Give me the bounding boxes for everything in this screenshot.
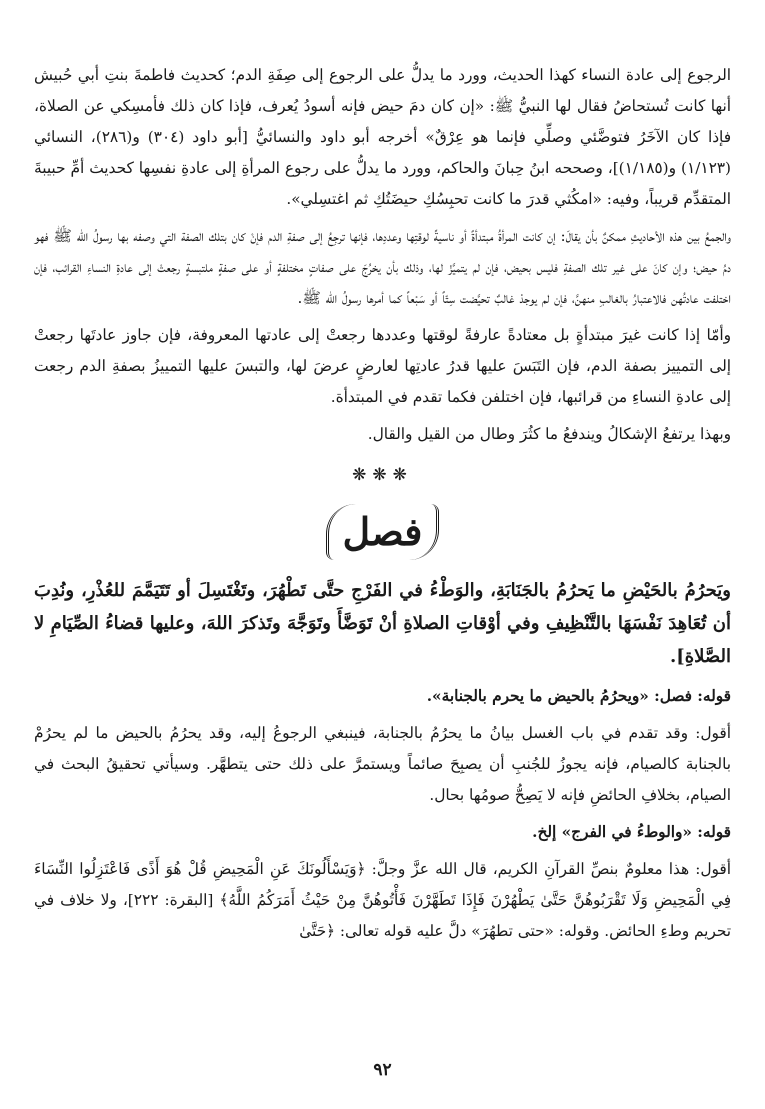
page-number: ٩٢ — [373, 1060, 392, 1080]
fasl-heading: فصل — [326, 504, 440, 560]
section-2-heading: قوله: «والوطءُ في الفرج» إلخ. — [532, 823, 731, 841]
paragraph-1: الرجوع إلى عادة النساء كهذا الحديث، وورد ما يدلُّ على الرجوع إلى صِفَةِ الدم؛ كحديث فاطمةَ بنتِ أبي حُبيش أنها كانت تُستحاضُ فقال لها النبيُّ ﷺ: «إن كان دمَ حيض فإنه أسودُ يُعرف، فإذا كان ذلك فأمسِكي عن الصلاة، فإذا كان الآخَرُ فتوضَّئي وصلِّي فإنما هو عِرْقٌ» أخرجه أبو داود والنسائيُّ [أبو داود (٣٠٤) و(٢٨٦)، النسائي (١/١٢٣) و(١/١٨٥)]، وصححه ابنُ حِبانَ والحاكم، وورد ما يدلُّ على رجوع المرأةِ إلى عادةِ نفسِها كحديث أمِّ حبيبةَ المتقدِّم قريباً، وفيه: «امكُثي قدرَ ما كانت تحبِسُكِ حيضَتُكِ ثم اغتسِلي». — [34, 66, 732, 208]
section-separator: ❋❋❋ — [352, 465, 413, 485]
section-2-body: أقول: هذا معلومٌ بنصِّ القرآنِ الكريم، قال الله عزَّ وجلَّ: ﴿وَيَسْأَلُونَكَ عَنِ الْمَحِيضِ قُلْ هُوَ أَذًى فَاعْتَزِلُوا النِّسَاءَ فِي الْمَحِيضِ وَلَا تَقْرَبُوهُنَّ حَتَّىٰ يَطْهُرْنَ فَإِذَا تَطَهَّرْنَ فَأْتُوهُنَّ مِنْ حَيْثُ أَمَرَكُمُ اللَّهُ﴾ [البقرة: ٢٢٢]، ولا خلاف في تحريم وطءِ الحائض. وقوله: «حتى تطهُرَ» دلَّ عليه قوله تعالى: ﴿حَتَّىٰ — [34, 860, 732, 940]
paragraph-3: وأمّا إذا كانت غيرَ مبتدأةٍ بل معتادةً عارفةً لوقتها وعددها رجعتْ إلى عادتها المعروفة، فإن جاوز عادتَها رجعتْ إلى التمييز بصفة الدم، فإن التَبَسَ عليها قدرُ عادتِها لعارضٍ عرضَ لها، والتبسَ عليها التمييزُ بصفةِ الدم رجعت إلى عادةِ النساءِ من قرائبها، فإن اختلفن فكما تقدم في المبتدأة. — [34, 326, 731, 406]
paragraph-2: والجمعُ بين هذه الأحاديثِ ممكنٌ بأن يقالَ: إن كانت المرأةُ مبتدأةً أو ناسيةً لوقتِها وعددِها، فإنها ترجِعُ إلى صفةِ الدم فإنْ كان بتلك الصفة التي وصفه بها رسولُ الله ﷺ فهو دمُ حيض؛ وإن كانَ على غير تلك الصفةِ فليس بحيض، فإن لم يتميَّزْ لها، وذلك بأن يخرُجَ على صفاتٍ مختلفةٍ أو على صفةٍ ملتبسةٍ رجعتْ إلى عادةِ النساءِ القرائب، فإن اختلفت عادتُهن فالاعتبارُ بالغالبِ منهنَّ، فإن لم يوجدْ غالبٌ تحيَّضت سِتّاً أو سَبْعاً كما أمرها رسولُ الله ﷺ. — [34, 227, 731, 307]
fasl-heading-frame — [34, 504, 731, 568]
matn-text: ويَحرُمُ بالحَيْضِ ما يَحرُمُ بالجَنَابَةِ، والوَطْءُ في الفَرْجِ حتَّى تَطْهُرَ، وتَغْتَسِلَ أو تَتَيَمَّمَ للعُذْرِ، ونُدِبَ أن تُعَاهِدَ نَفْسَهَا بالتَّنْظِيفِ وفي أوْقاتِ الصلاةِ أنْ تَوَضَّأَ وتَوَجَّهَ وتَذكرَ اللهَ، وعليها قضاءُ الصِّيَامِ لا الصَّلاةِ]. — [34, 580, 731, 667]
section-1-heading: قوله: فصل: «ويحرُمُ بالحيض ما يحرم بالجنابة». — [426, 687, 731, 705]
paragraph-4: وبهذا يرتفعُ الإشكالُ ويندفعُ ما كثُرَ وطال من القيل والقال. — [367, 425, 731, 443]
section-1-body: أقول: وقد تقدم في باب الغسل بيانُ ما يحرُمُ بالجنابة، فينبغي الرجوعُ إليه، وقد يحرُمُ بالحيض ما لم يحرُمْ بالجنابة كالصيام، فإنه يجوزُ للجُنبِ أن يصبِحَ صائماً ويستمرَّ على ذلك حتى يتطهَّر. وسيأتي تحقيقُ البحث في الصيام، بخلافِ الحائضِ فإنه لا يَصِحُّ صومُها بحال. — [34, 724, 731, 804]
